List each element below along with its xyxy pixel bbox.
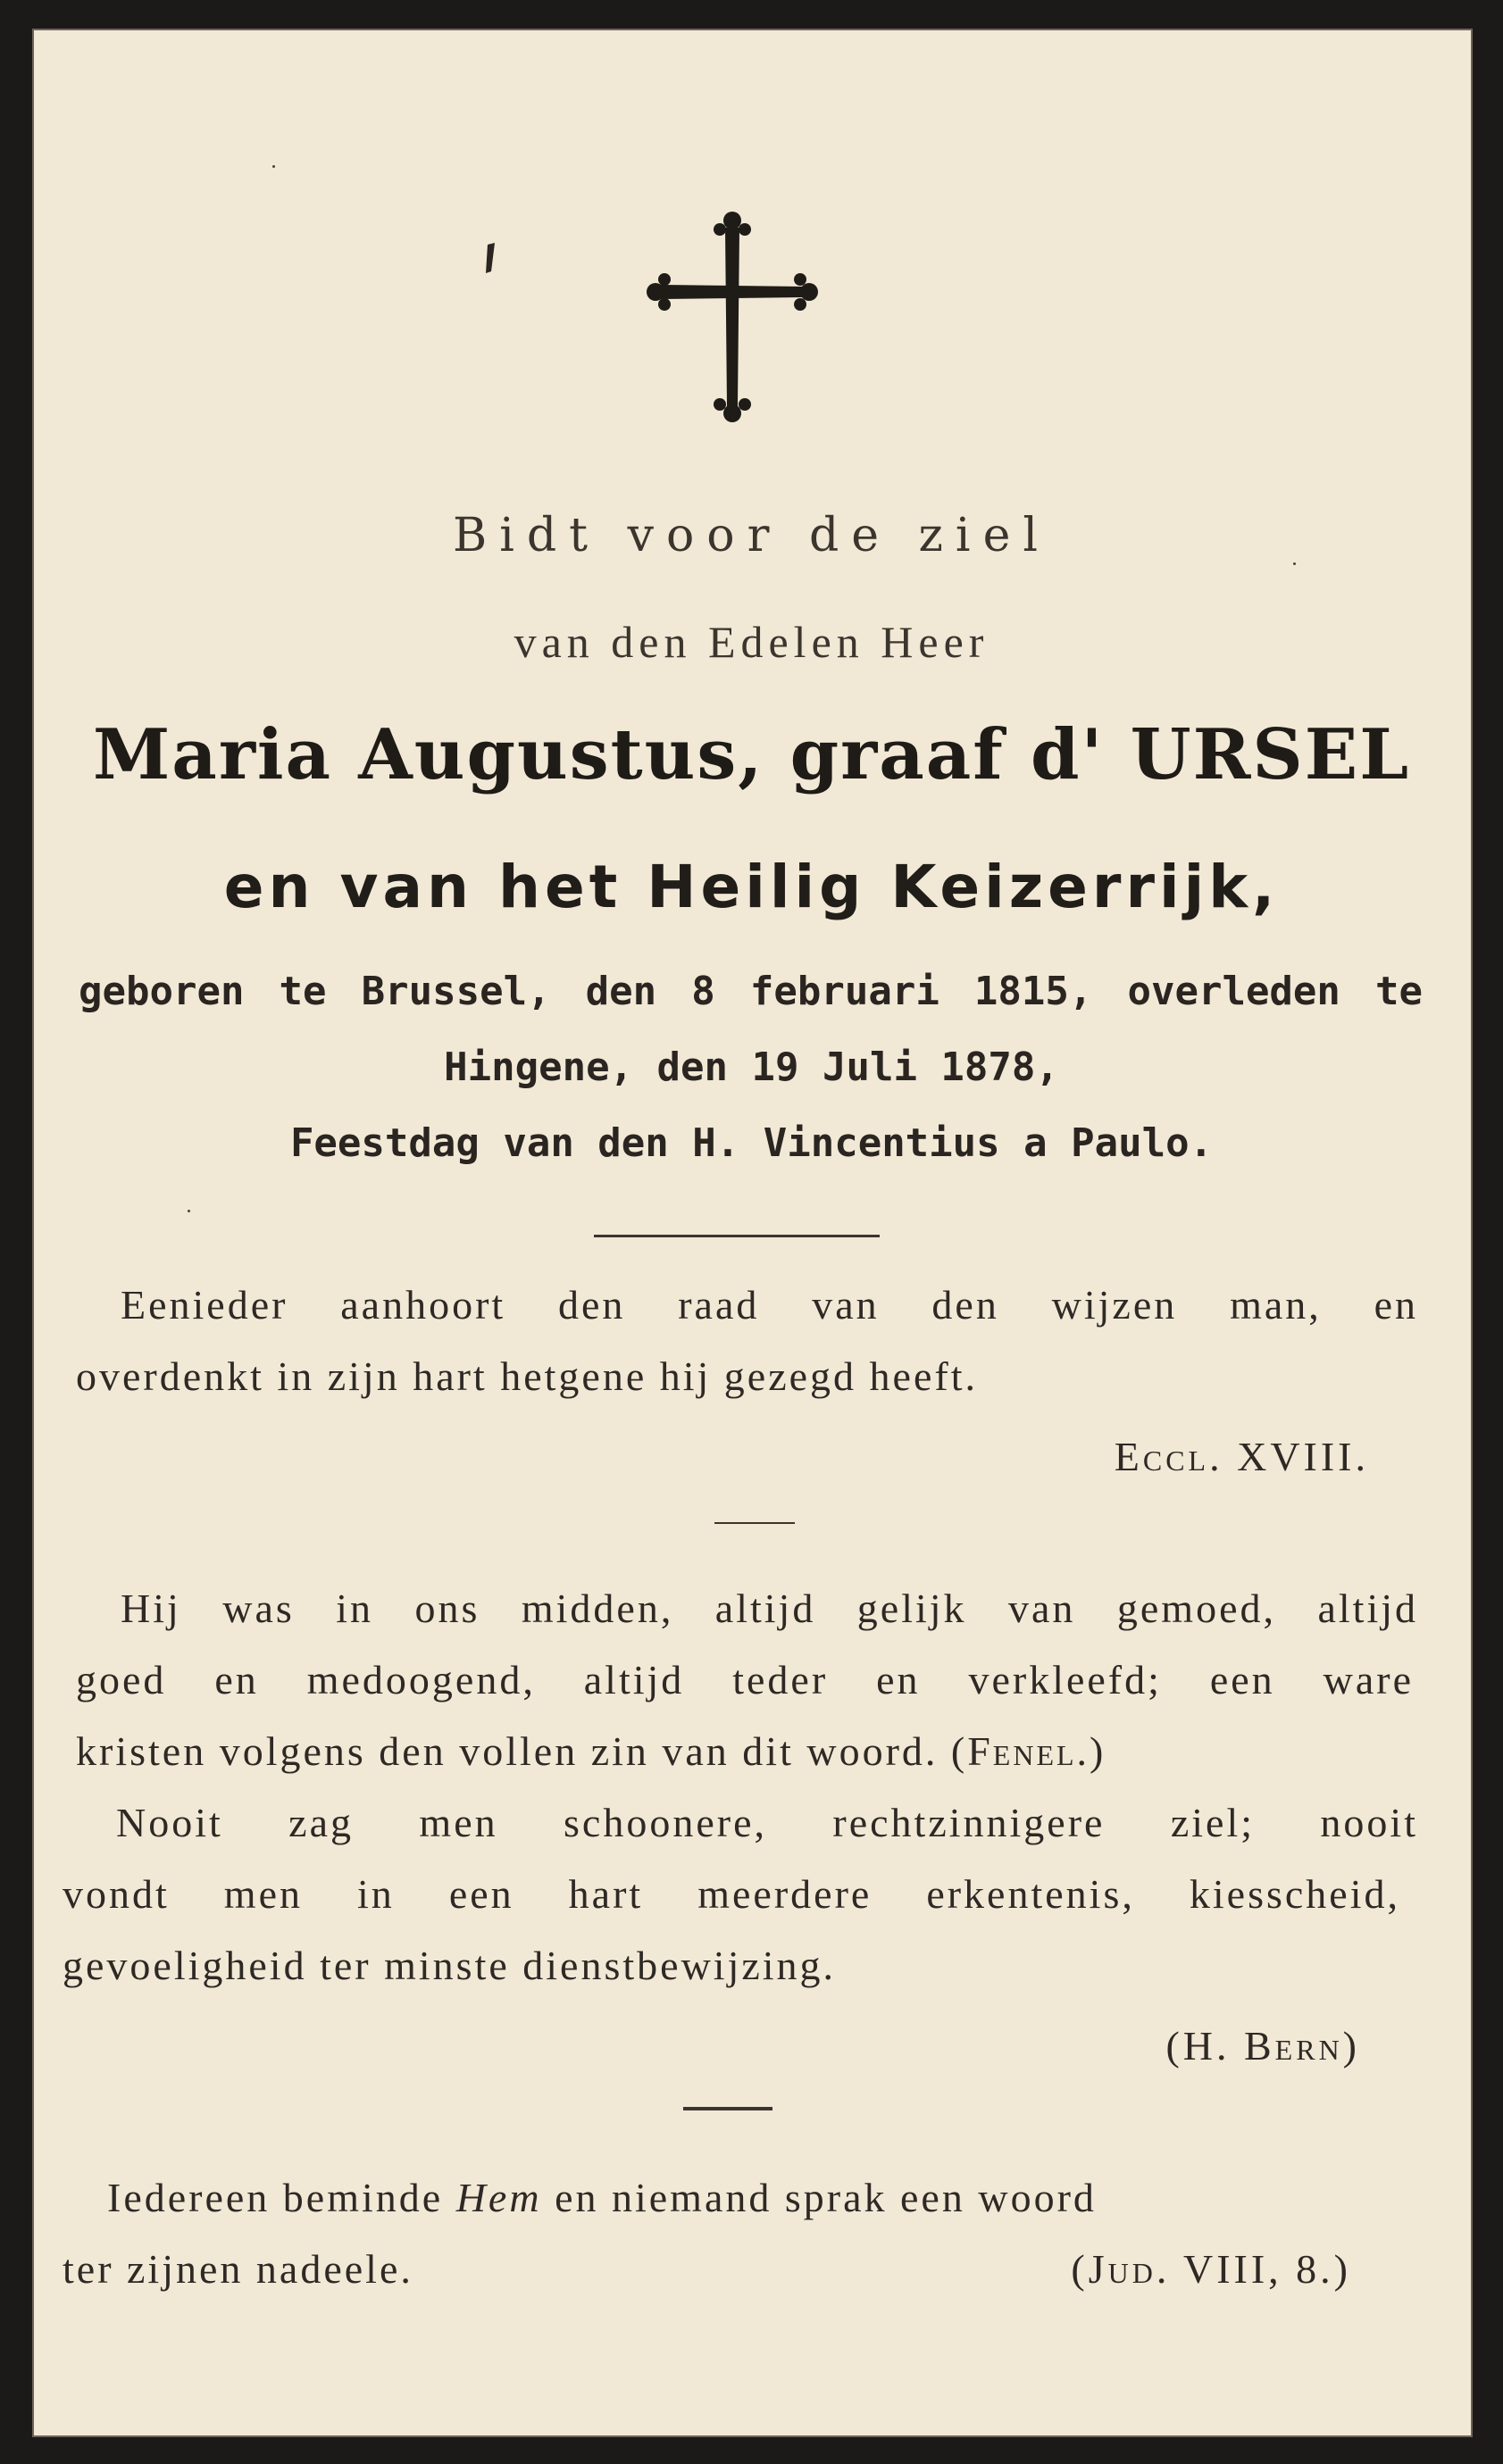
speck <box>188 1210 190 1212</box>
heading-line-1: Bidt voor de ziel <box>453 509 1050 562</box>
quote2-ref-text: (H. Bern) <box>1165 2023 1360 2069</box>
quote2-line-2: goed en medoogend, altijd teder en verkleefd; een ware <box>76 1657 1414 1702</box>
cross-icon <box>643 201 822 433</box>
quote3-line-1-b: en niemand sprak een woord <box>555 2175 1097 2220</box>
quote1-ref-text: Eccl. XVIII. <box>1114 1434 1369 1479</box>
quote3-ref-text: (Jud. VIII, 8.) <box>1071 2246 1351 2292</box>
divider-rule-short-2 <box>683 2107 772 2110</box>
quote2-line-4: Nooit zag men schoonere, rechtzinnigere ziel; nooit <box>116 1800 1418 1845</box>
divider-rule <box>594 1235 880 1237</box>
heading-line-2: van den Edelen Heer <box>514 617 989 667</box>
ink-mark-icon <box>482 241 500 277</box>
details-line-3: Feestdag van den H. Vincentius a Paulo. <box>289 1120 1214 1166</box>
quote2-line-1: Hij was in ons midden, altijd gelijk van gemoed, altijd <box>121 1586 1418 1631</box>
quote3-reference <box>1071 2245 1351 2293</box>
divider-rule-short <box>714 1522 795 1524</box>
quote3-line-1 <box>107 2174 1405 2221</box>
deceased-name: Maria Augustus, graaf d' URSEL <box>92 714 1411 795</box>
quote2-line-3-text: kristen volgens den vollen zin van dit woord. <box>76 1728 939 1774</box>
quote1-line-1: Eenieder aanhoort den raad van den wijzen man, en <box>121 1282 1418 1328</box>
quote2-line-5: vondt men in een hart meerdere erkentenis, kiesscheid, <box>63 1871 1400 1917</box>
quote3-line-2: ter zijnen nadeele. <box>63 2246 413 2292</box>
speck <box>1293 562 1296 565</box>
quote2-line-6: gevoeligheid ter minste dienstbewijzing. <box>63 1943 837 1988</box>
quote2-reference <box>1165 2022 1360 2069</box>
quote2-line-3 <box>76 1727 1440 1775</box>
details-line-1: geboren te Brussel, den 8 februari 1815, overleden te <box>79 969 1423 1014</box>
quote3-line-1-em: Hem <box>455 2175 542 2220</box>
quote2-citation: (Fenel.) <box>950 1728 1106 1774</box>
speck <box>272 165 275 168</box>
details-line-2: Hingene, den 19 Juli 1878, <box>444 1045 1059 1090</box>
quote1-reference <box>1115 1433 1369 1480</box>
deceased-title: en van het Heilig Keizerrijk, <box>223 853 1280 921</box>
quote1-line-2: overdenkt in zijn hart hetgene hij gezegd heeft. <box>76 1353 978 1399</box>
quote3-line-1-a: Iedereen beminde <box>107 2175 444 2220</box>
